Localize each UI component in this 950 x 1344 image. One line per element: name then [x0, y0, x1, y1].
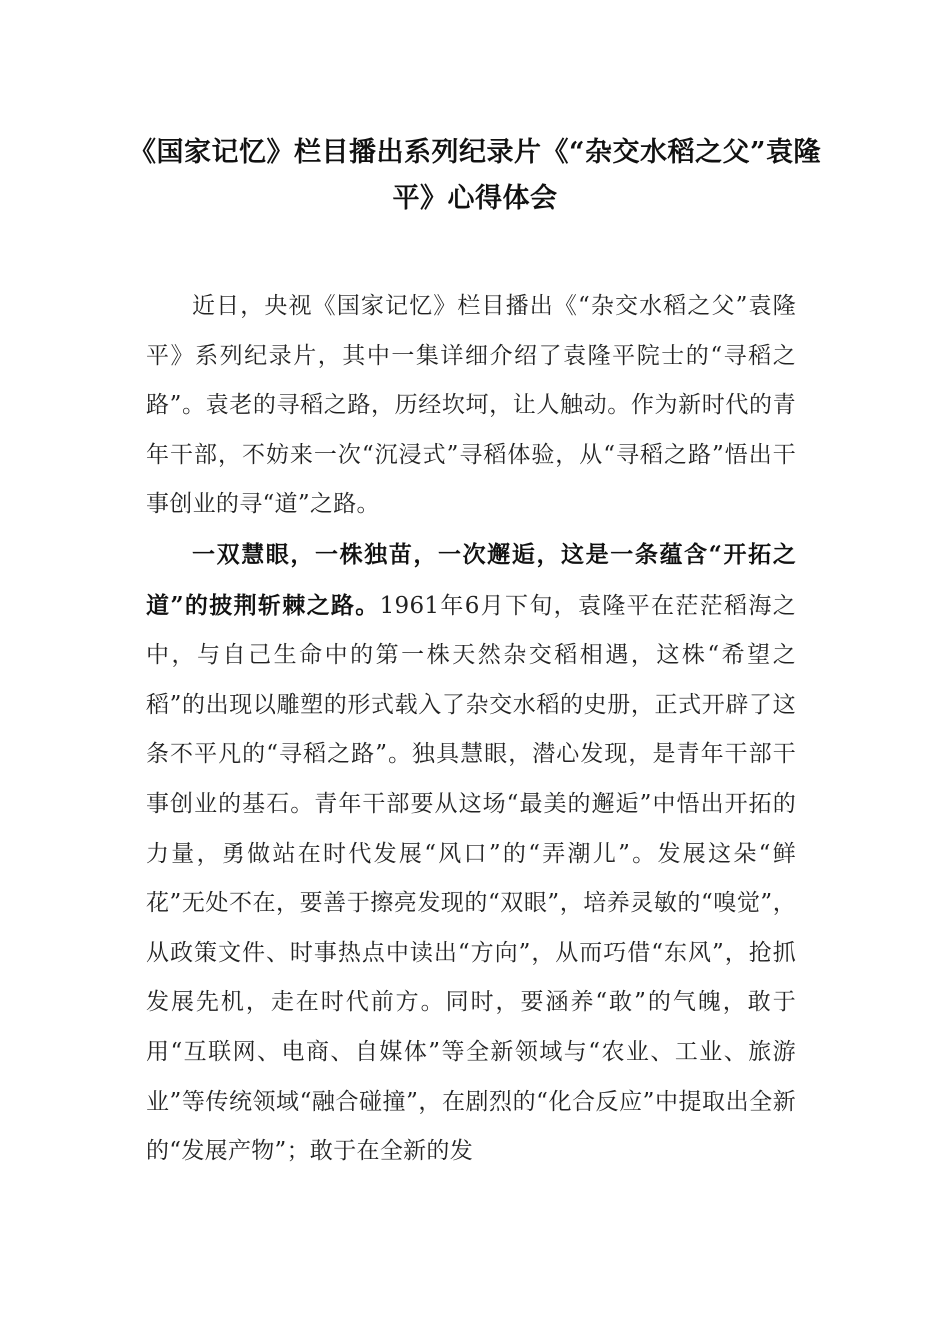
paragraph-section-one	[146, 530, 796, 1177]
document-title: 《国家记忆》栏目播出系列纪录片《“杂交水稻之父”袁隆平》心得体会	[128, 137, 822, 214]
paragraph-section-one-text: 1961年6月下旬，袁隆平在茫茫稻海之中，与自己生命中的第一株天然杂交稻相遇，这株“希望之稻”的出现以雕塑的形式载入了杂交水稻的史册，正式开辟了这条不平凡的“寻稻之路”。独具慧眼，潜心发现，是青年干部干事创业的基石。青年干部要从这场“最美的邂逅”中悟出开拓的力量，勇做站在时代发展“风口”的“弄潮儿”。发展这朵“鲜花”无处不在，要善于擦亮发现的“双眼”，培养灵敏的“嗅觉”，从政策文件、时事热点中读出“方向”，从而巧借“东风”，抢抓发展先机，走在时代前方。同时，要涵养“敢”的气魄，敢于用“互联网、电商、自媒体”等全新领域与“农业、工业、旅游业”等传统领域“融合碰撞”，在剧烈的“化合反应”中提取出全新的“发展产物”；敢于在全新的发	[146, 592, 796, 1165]
paragraph-section-one-heading: 一双慧眼，一株独苗，一次邂逅，这是一条蕴含“开拓之道”的披荆斩棘之路。	[146, 540, 796, 619]
paragraph-intro-text: 近日，央视《国家记忆》栏目播出《“杂交水稻之父”袁隆平》系列纪录片，其中一集详细介绍了袁隆平院士的“寻稻之路”。袁老的寻稻之路，历经坎坷，让人触动。作为新时代的青年干部，不妨来一次“沉浸式”寻稻体验，从“寻稻之路”悟出干事创业的寻“道”之路。	[146, 293, 796, 518]
paragraph-intro	[146, 282, 796, 530]
document-body	[146, 282, 796, 1177]
